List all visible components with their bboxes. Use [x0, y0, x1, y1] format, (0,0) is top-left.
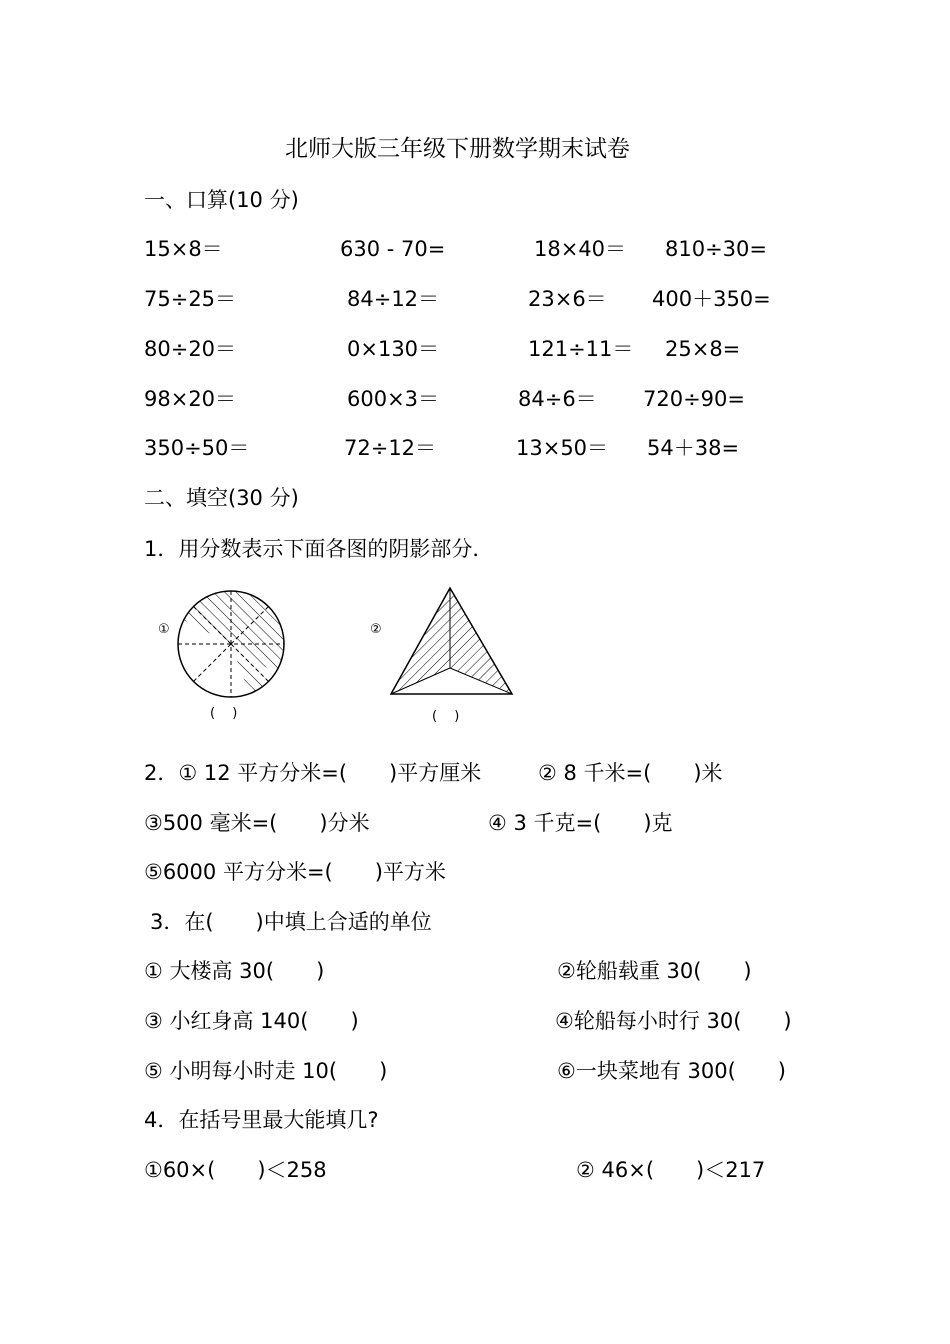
question-2-line-2a: ③500 毫米=( )分米 [144, 811, 370, 835]
question-2-line-2b: ④ 3 千克=( )克 [488, 811, 673, 835]
calc-item: 80÷20＝ [144, 337, 237, 361]
question-3-text: 3．在( )中填上合适的单位 [150, 910, 432, 934]
calc-item: 350÷50＝ [144, 436, 250, 460]
calc-item: 600×3＝ [347, 387, 440, 411]
question-4-text: 4．在括号里最大能填几? [144, 1108, 379, 1132]
calc-item: 54＋38= [647, 436, 740, 460]
figure-1-label: ① [158, 622, 170, 637]
calc-item: 13×50＝ [516, 436, 609, 460]
calc-item: 72÷12＝ [344, 436, 437, 460]
section-heading-fill-blank: 二、填空(30 分) [144, 486, 299, 510]
question-1-text: 1．用分数表示下面各图的阴影部分． [144, 537, 494, 561]
calc-item: 15×8＝ [144, 237, 223, 261]
calc-item: 98×20＝ [144, 387, 237, 411]
figure-1-answer-blank[interactable]: ( ) [210, 706, 238, 721]
calc-item: 400＋350= [652, 287, 771, 311]
question-2-line-3a: ⑤6000 平方分米=( )平方米 [144, 860, 446, 884]
question-3-item: ⑤ 小明每小时走 10( ) [144, 1059, 388, 1083]
shaded-circle-figure [171, 584, 291, 704]
figure-2-answer-blank[interactable]: ( ) [432, 709, 460, 724]
page-title: 北师大版三年级下册数学期末试卷 [285, 136, 630, 162]
question-3-item: ④轮船每小时行 30( ) [555, 1009, 792, 1033]
question-3-item: ③ 小红身高 140( ) [144, 1009, 359, 1033]
calc-item: 75÷25＝ [144, 287, 237, 311]
question-4-item: ①60×( )＜258 [144, 1158, 327, 1182]
question-3-item: ②轮船载重 30( ) [557, 959, 752, 983]
question-4-item: ② 46×( )＜217 [576, 1158, 766, 1182]
calc-item: 25×8= [665, 337, 741, 361]
calc-item: 0×130＝ [347, 337, 440, 361]
question-3-item: ⑥一块菜地有 300( ) [557, 1059, 786, 1083]
calc-item: 121÷11＝ [528, 337, 634, 361]
calc-item: 84÷12＝ [347, 287, 440, 311]
calc-item: 23×6＝ [528, 287, 607, 311]
section-heading-oral-calc: 一、口算(10 分) [144, 188, 299, 212]
question-3-item: ① 大楼高 30( ) [144, 959, 325, 983]
calc-item: 720÷90= [643, 387, 745, 411]
calc-item: 630 - 70= [340, 237, 446, 261]
calc-item: 810÷30= [665, 237, 767, 261]
calc-item: 84÷6＝ [518, 387, 597, 411]
question-2-line-1b: ② 8 千米=( )米 [538, 761, 723, 785]
question-2-line-1a: 2．① 12 平方分米=( )平方厘米 [144, 761, 482, 785]
calc-item: 18×40＝ [534, 237, 627, 261]
figure-2-label: ② [370, 622, 382, 637]
shaded-triangle-figure [386, 584, 516, 699]
